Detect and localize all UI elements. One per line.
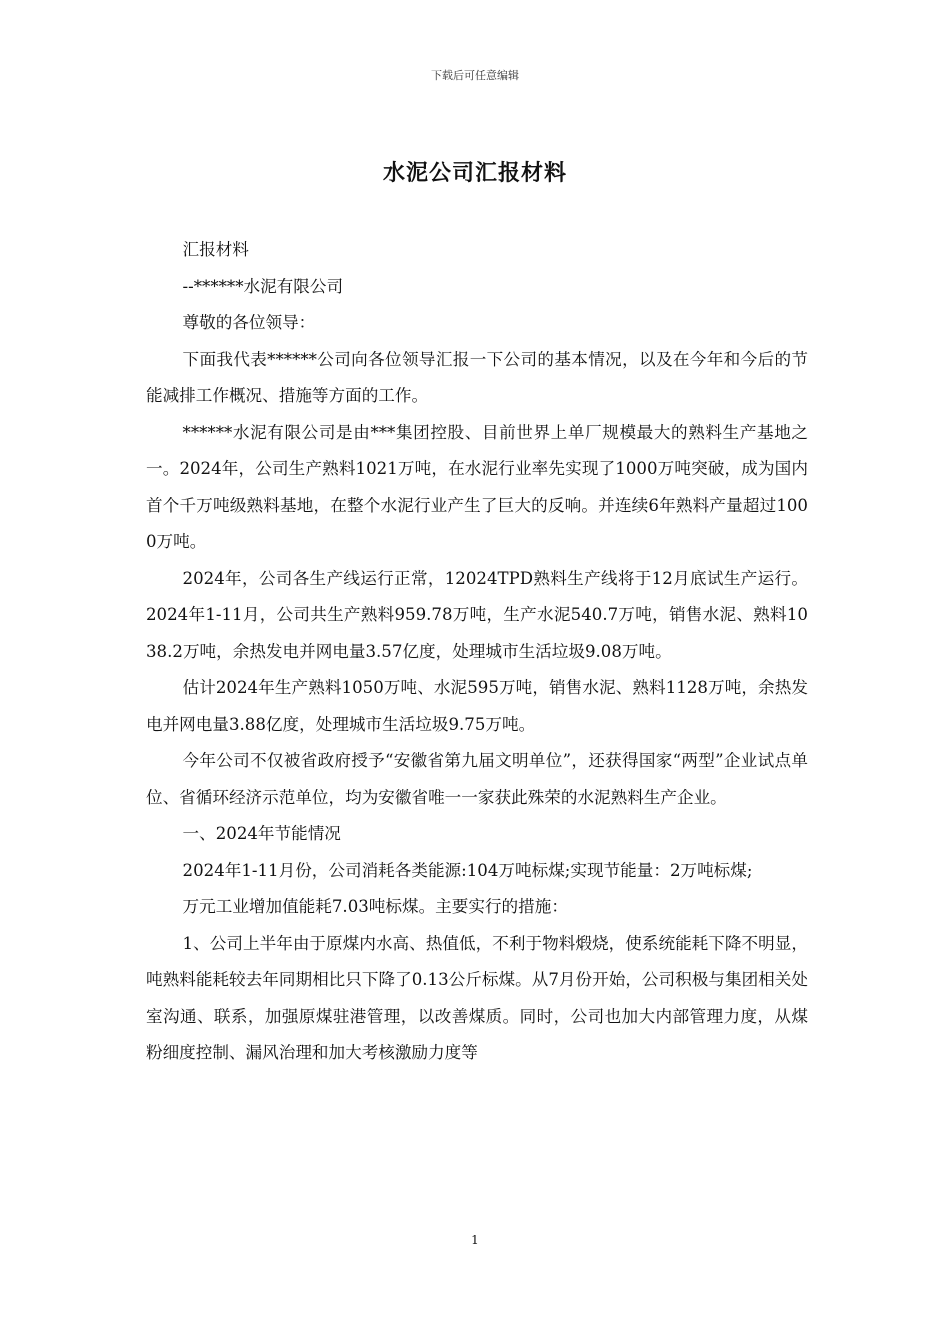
paragraph-company-line: --******水泥有限公司 — [182, 276, 344, 296]
paragraph-salutation: 尊敬的各位领导： — [182, 313, 316, 332]
paragraph-energy-consumption: 2024年1-11月份，公司消耗各类能源:104万吨标煤;实现节能量：2万吨标煤; — [182, 860, 753, 880]
section-heading-energy: 一、2024年节能情况 — [182, 824, 341, 843]
paragraph-heading-label: 汇报材料 — [182, 240, 249, 259]
paragraph-estimate: 估计2024年生产熟料1050万吨、水泥595万吨，销售水泥、熟料1128万吨，余热发电并网电量3.88亿度，处理城市生活垃圾9.75万吨。 — [146, 678, 808, 734]
paragraph-energy-intensity: 万元工业增加值能耗7.03吨标煤。主要实行的措施： — [182, 897, 568, 916]
document-body — [146, 232, 808, 1072]
document-title: 水泥公司汇报材料 — [382, 161, 567, 186]
paragraph-honors: 今年公司不仅被省政府授予“安徽省第九届文明单位”，还获得国家“两型”企业试点单位、省循环经济示范单位，均为安徽省唯一一家获此殊荣的水泥熟料生产企业。 — [146, 751, 808, 807]
header-note: 下载后可任意编辑 — [431, 69, 519, 82]
paragraph-production-2024: 2024年，公司各生产线运行正常，12024TPD熟料生产线将于12月底试生产运行。2024年1-11月，公司共生产熟料959.78万吨，生产水泥540.7万吨，销售水泥、熟料1038.2万吨，余热发电并网电量3.57亿度，处理城市生活垃圾9.08万吨。 — [146, 568, 808, 661]
paragraph-measure-1: 1、公司上半年由于原煤内水高、热值低，不利于物料煅烧，使系统能耗下降不明显，吨熟料能耗较去年同期相比只下降了0.13公斤标煤。从7月份开始，公司积极与集团相关处室沟通、联系，加强原煤驻港管理，以改善煤质。同时，公司也加大内部管理力度，从煤粉细度控制、漏风治理和加大考核激励力度等 — [146, 933, 808, 1062]
paragraph-company-overview: ******水泥有限公司是由***集团控股、目前世界上单厂规模最大的熟料生产基地之一。2024年，公司生产熟料1021万吨，在水泥行业率先实现了1000万吨突破，成为国内首个千万吨级熟料基地，在整个水泥行业产生了巨大的反响。并连续6年熟料产量超过1000万吨。 — [146, 422, 808, 551]
page-number: 1 — [471, 1233, 479, 1247]
paragraph-intro: 下面我代表******公司向各位领导汇报一下公司的基本情况，以及在今年和今后的节能减排工作概况、措施等方面的工作。 — [146, 349, 808, 405]
